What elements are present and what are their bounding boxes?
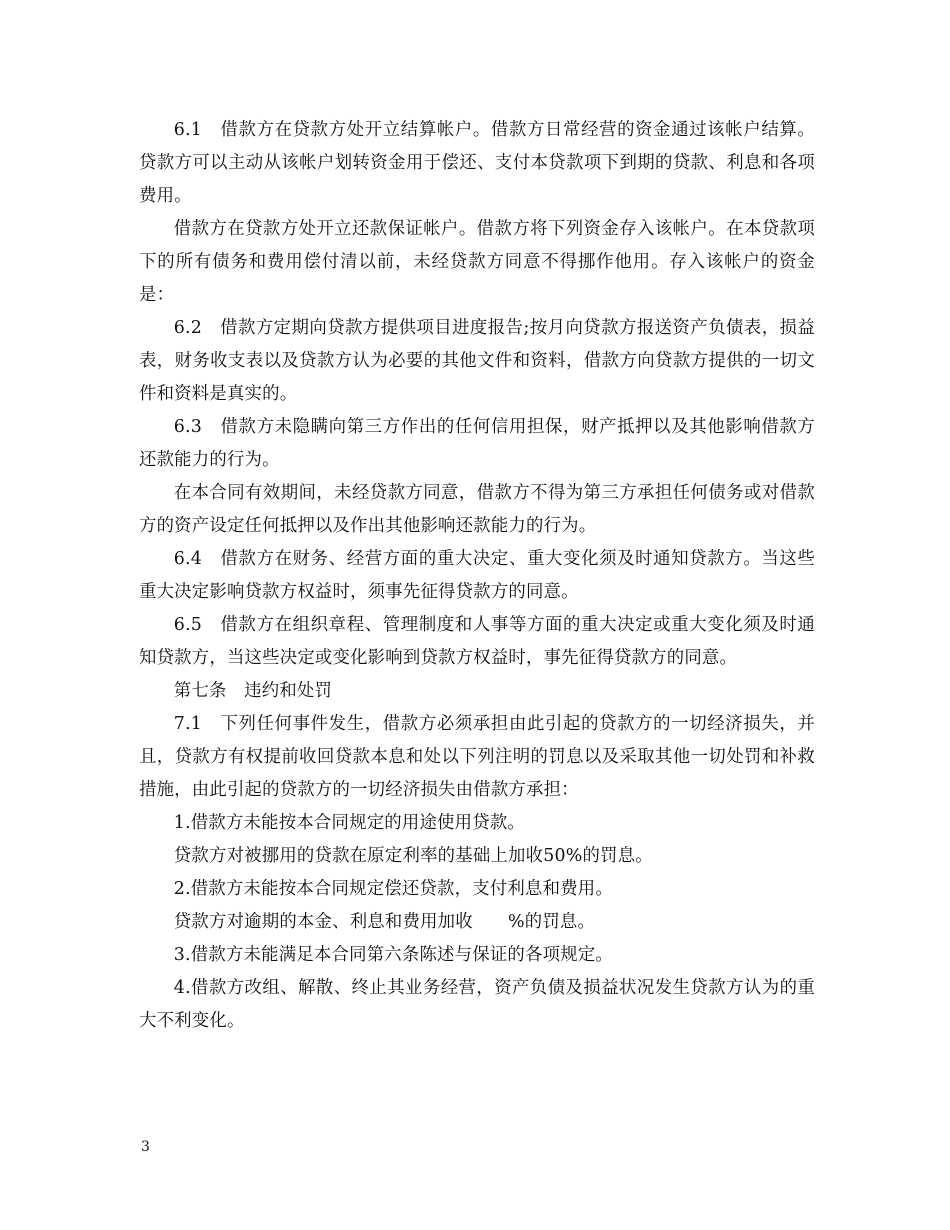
paragraph-6-5: 6.5 借款方在组织章程、管理制度和人事等方面的重大决定或重大变化须及时通知贷款方，当这些决定或变化影响到贷款方权益时，事先征得贷款方的同意。 [139, 615, 815, 668]
paragraph-6-1: 6.1 借款方在贷款方处开立结算帐户。借款方日常经营的资金通过该帐户结算。贷款方可以主动从该帐户划转资金用于偿还、支付本贷款项下到期的贷款、利息和各项费用。 [139, 120, 815, 206]
list-item-2: 2.借款方未能按本合同规定偿还贷款，支付利息和费用。 [173, 879, 613, 899]
paragraph-repayment-account: 借款方在贷款方处开立还款保证帐户。借款方将下列资金存入该帐户。在本贷款项下的所有债务和费用偿付清以前，未经贷款方同意不得挪作他用。存入该帐户的资金是： [139, 219, 815, 305]
document-body [139, 114, 815, 1038]
section-heading-article-7: 第七条 违约和处罚 [173, 681, 333, 701]
penalty-note-2: 贷款方对逾期的本金、利息和费用加收 %的罚息。 [173, 912, 596, 932]
penalty-note-1: 贷款方对被挪用的贷款在原定利率的基础上加收50%的罚息。 [173, 846, 653, 866]
list-item-4: 4.借款方改组、解散、终止其业务经营，资产负债及损益状况发生贷款方认为的重大不利变化。 [139, 978, 815, 1031]
list-item-1: 1.借款方未能按本合同规定的用途使用贷款。 [173, 813, 526, 833]
page-number: 3 [141, 1139, 150, 1155]
paragraph-7-1: 7.1 下列任何事件发生，借款方必须承担由此引起的贷款方的一切经济损失，并且，贷款方有权提前收回贷款本息和处以下列注明的罚息以及采取其他一切处罚和补救措施，由此引起的贷款方的一切经济损失由借款方承担： [139, 714, 815, 800]
paragraph-6-2: 6.2 借款方定期向贷款方提供项目进度报告;按月向贷款方报送资产负债表，损益表，财务收支表以及贷款方认为必要的其他文件和资料，借款方向贷款方提供的一切文件和资料是真实的。 [139, 318, 815, 404]
paragraph-contract-period: 在本合同有效期间，未经贷款方同意，借款方不得为第三方承担任何债务或对借款方的资产设定任何抵押以及作出其他影响还款能力的行为。 [139, 483, 815, 536]
paragraph-6-4: 6.4 借款方在财务、经营方面的重大决定、重大变化须及时通知贷款方。当这些重大决定影响贷款方权益时，须事先征得贷款方的同意。 [139, 549, 815, 602]
list-item-3: 3.借款方未能满足本合同第六条陈述与保证的各项规定。 [173, 945, 613, 965]
paragraph-6-3: 6.3 借款方未隐瞒向第三方作出的任何信用担保，财产抵押以及其他影响借款方还款能力的行为。 [139, 417, 815, 470]
